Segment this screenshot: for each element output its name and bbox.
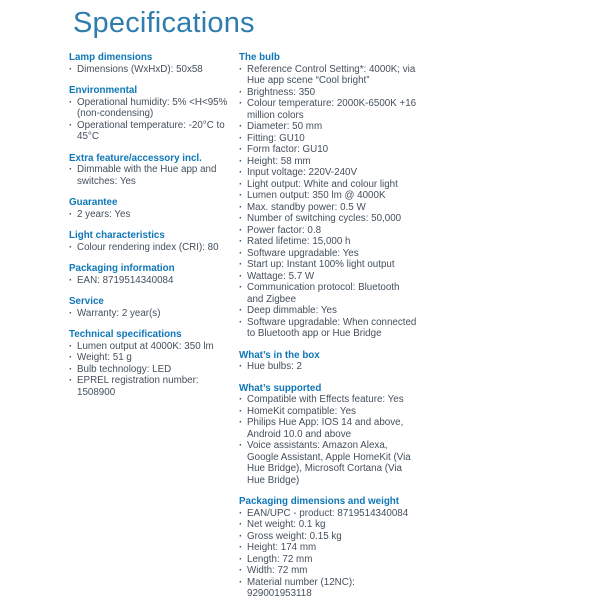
bullet-dot-icon xyxy=(239,305,247,317)
spec-item-text: Reference Control Setting*: 4000K; via Hue app scene “Cool bright” xyxy=(247,63,416,86)
spec-section-heading: Light characteristics xyxy=(69,230,165,241)
spec-item xyxy=(239,225,417,237)
spec-item-text: Rated lifetime: 15,000 h xyxy=(247,236,351,247)
spec-section xyxy=(69,329,239,398)
spec-item xyxy=(239,190,417,202)
spec-item-text: Power factor: 0.8 xyxy=(247,224,322,236)
spec-item xyxy=(69,308,239,320)
spec-item-text: Fitting: GU10 xyxy=(247,132,305,144)
spec-item-list xyxy=(69,64,239,76)
spec-item-text: Lumen output at 4000K: 350 lm xyxy=(77,340,214,352)
bullet-dot-icon xyxy=(239,577,247,600)
bullet-dot-icon xyxy=(239,144,247,156)
spec-section-heading: What’s supported xyxy=(239,382,322,394)
bullet-dot-icon xyxy=(69,275,77,287)
spec-item-text: EPREL registration number: 1508900 xyxy=(77,375,199,398)
bullet-dot-icon xyxy=(239,202,247,214)
bullet-dot-icon xyxy=(239,394,247,406)
bullet-dot-icon xyxy=(239,259,247,271)
spec-item-text: Light output: White and colour light xyxy=(247,178,398,190)
spec-item-text: Voice assistants: Amazon Alexa, Google Assistant, Apple HomeKit (Via Hue Bridge), Microsoft Cortana (Via Hue Bridge) xyxy=(247,440,411,486)
spec-section xyxy=(239,383,417,487)
bullet-dot-icon xyxy=(69,308,77,320)
spec-item-list xyxy=(69,275,239,287)
spec-item-text: EAN: 8719514340084 xyxy=(77,274,174,286)
spec-item xyxy=(239,179,417,191)
spec-section xyxy=(239,496,417,600)
bullet-dot-icon xyxy=(239,156,247,168)
spec-item xyxy=(239,317,417,340)
spec-item-text: Compatible with Effects feature: Yes xyxy=(247,394,404,405)
spec-item xyxy=(239,565,417,577)
bullet-dot-icon xyxy=(239,519,247,531)
spec-item-text: Max. standby power: 0.5 W xyxy=(247,201,366,213)
spec-item-text: 2 years: Yes xyxy=(77,208,131,220)
bullet-dot-icon xyxy=(239,133,247,145)
spec-item-text: Colour rendering index (CRI): 80 xyxy=(77,241,219,253)
spec-section-heading: Guarantee xyxy=(69,197,118,208)
spec-column-right xyxy=(239,52,417,600)
spec-column-left xyxy=(69,52,239,398)
spec-item-text: Height: 174 mm xyxy=(247,542,317,553)
spec-section-heading: Packaging information xyxy=(69,263,175,274)
spec-item xyxy=(239,64,417,87)
spec-section-heading: Environmental xyxy=(69,85,138,96)
bullet-dot-icon xyxy=(239,542,247,554)
bullet-dot-icon xyxy=(239,248,247,260)
spec-item-list xyxy=(69,164,239,187)
spec-item xyxy=(239,305,417,317)
spec-section-heading: The bulb xyxy=(239,52,280,63)
bullet-dot-icon xyxy=(239,554,247,566)
bullet-dot-icon xyxy=(239,565,247,577)
spec-item xyxy=(239,531,417,543)
spec-item xyxy=(239,361,417,373)
spec-item xyxy=(69,97,239,120)
spec-item-text: Length: 72 mm xyxy=(247,553,313,565)
bullet-dot-icon xyxy=(239,179,247,191)
spec-item xyxy=(239,417,417,440)
spec-section xyxy=(69,153,239,188)
page-title: Specifications xyxy=(73,7,255,39)
bullet-dot-icon xyxy=(69,120,77,143)
bullet-dot-icon xyxy=(239,317,247,340)
spec-item-list xyxy=(239,64,417,340)
bullet-dot-icon xyxy=(239,167,247,179)
bullet-dot-icon xyxy=(69,352,77,364)
spec-item xyxy=(239,144,417,156)
spec-section xyxy=(69,197,239,220)
bullet-dot-icon xyxy=(239,361,247,373)
spec-item xyxy=(239,406,417,418)
spec-item-text: Height: 58 mm xyxy=(247,155,311,167)
spec-columns xyxy=(69,52,417,600)
spec-item xyxy=(69,275,239,287)
bullet-dot-icon xyxy=(239,64,247,87)
spec-item-text: Form factor: GU10 xyxy=(247,144,329,155)
spec-item-text: Dimensions (WxHxD): 50x58 xyxy=(77,63,203,75)
spec-item-text: Bulb technology: LED xyxy=(77,363,172,375)
spec-item xyxy=(239,282,417,305)
spec-item-text: EAN/UPC - product: 8719514340084 xyxy=(247,507,409,519)
spec-item-text: Brightness: 350 xyxy=(247,86,316,98)
spec-item-list xyxy=(69,308,239,320)
bullet-dot-icon xyxy=(239,225,247,237)
spec-item-text: Wattage: 5.7 W xyxy=(247,270,315,282)
spec-item-text: Operational humidity: 5% <H<95% (non-condensing) xyxy=(77,96,228,119)
spec-section-heading: Technical specifications xyxy=(69,329,182,340)
spec-item xyxy=(239,167,417,179)
bullet-dot-icon xyxy=(69,364,77,376)
spec-item-list xyxy=(69,209,239,221)
spec-item xyxy=(239,259,417,271)
spec-section-heading: Lamp dimensions xyxy=(69,52,153,63)
spec-section xyxy=(69,230,239,253)
spec-item-list xyxy=(69,341,239,399)
spec-section xyxy=(69,263,239,286)
spec-item xyxy=(239,202,417,214)
spec-item xyxy=(239,248,417,260)
spec-item xyxy=(69,341,239,353)
bullet-dot-icon xyxy=(69,341,77,353)
bullet-dot-icon xyxy=(239,440,247,486)
spec-item-text: Operational temperature: -20°C to 45°C xyxy=(77,119,225,142)
spec-item xyxy=(239,394,417,406)
bullet-dot-icon xyxy=(239,87,247,99)
spec-item xyxy=(239,577,417,600)
spec-section xyxy=(239,52,417,340)
bullet-dot-icon xyxy=(239,121,247,133)
spec-item-text: Deep dimmable: Yes xyxy=(247,305,337,316)
spec-section xyxy=(69,296,239,319)
spec-item xyxy=(239,519,417,531)
bullet-dot-icon xyxy=(239,417,247,440)
spec-section-heading: Extra feature/accessory incl. xyxy=(69,152,202,164)
spec-section xyxy=(239,350,417,373)
spec-item xyxy=(239,508,417,520)
spec-item xyxy=(239,542,417,554)
spec-item-list xyxy=(69,97,239,143)
spec-item xyxy=(69,242,239,254)
spec-item-text: Philips Hue App: IOS 14 and above, Android 10.0 and above xyxy=(247,417,404,440)
bullet-dot-icon xyxy=(239,236,247,248)
spec-item xyxy=(69,352,239,364)
bullet-dot-icon xyxy=(239,271,247,283)
bullet-dot-icon xyxy=(69,242,77,254)
spec-item-text: Software upgradable: When connected to Bluetooth app or Hue Bridge xyxy=(247,316,417,339)
spec-item-text: Number of switching cycles: 50,000 xyxy=(247,213,402,224)
spec-item xyxy=(239,98,417,121)
spec-item-text: HomeKit compatible: Yes xyxy=(247,405,356,417)
spec-section-heading: Service xyxy=(69,296,104,307)
spec-item-text: Start up: Instant 100% light output xyxy=(247,259,395,270)
bullet-dot-icon xyxy=(69,164,77,187)
spec-item-text: Material number (12NC): 929001953118 xyxy=(247,576,355,599)
bullet-dot-icon xyxy=(69,375,77,398)
spec-item xyxy=(69,375,239,398)
spec-item xyxy=(239,271,417,283)
spec-item xyxy=(239,213,417,225)
bullet-dot-icon xyxy=(239,98,247,121)
spec-item xyxy=(239,236,417,248)
spec-item-text: Input voltage: 220V-240V xyxy=(247,167,358,178)
spec-item-list xyxy=(69,242,239,254)
spec-item xyxy=(239,554,417,566)
spec-item-text: Gross weight: 0.15 kg xyxy=(247,530,342,542)
spec-item xyxy=(239,87,417,99)
bullet-dot-icon xyxy=(239,406,247,418)
spec-section xyxy=(69,52,239,75)
spec-item xyxy=(239,133,417,145)
spec-item-text: Software upgradable: Yes xyxy=(247,247,359,259)
spec-item xyxy=(239,121,417,133)
spec-item-text: Lumen output: 350 lm @ 4000K xyxy=(247,190,386,201)
spec-item-text: Weight: 51 g xyxy=(77,352,132,363)
spec-item xyxy=(69,64,239,76)
bullet-dot-icon xyxy=(239,190,247,202)
spec-item-text: Dimmable with the Hue app and switches: Yes xyxy=(77,164,217,187)
spec-item xyxy=(239,440,417,486)
bullet-dot-icon xyxy=(69,209,77,221)
spec-item-text: Communication protocol: Bluetooth and Zigbee xyxy=(247,282,400,305)
spec-item-text: Diameter: 50 mm xyxy=(247,121,323,132)
bullet-dot-icon xyxy=(239,531,247,543)
spec-section-heading: What’s in the box xyxy=(239,349,320,361)
spec-item-text: Hue bulbs: 2 xyxy=(247,361,303,372)
spec-item-list xyxy=(239,394,417,486)
spec-section-heading: Packaging dimensions and weight xyxy=(239,496,400,507)
spec-item xyxy=(69,120,239,143)
spec-item-text: Colour temperature: 2000K-6500K +16 million colors xyxy=(247,98,417,121)
bullet-dot-icon xyxy=(69,97,77,120)
bullet-dot-icon xyxy=(69,64,77,76)
spec-item-text: Net weight: 0.1 kg xyxy=(247,519,326,530)
spec-item-text: Warranty: 2 year(s) xyxy=(77,307,161,319)
spec-item xyxy=(69,164,239,187)
spec-section xyxy=(69,85,239,143)
spec-item-list xyxy=(239,508,417,600)
spec-item xyxy=(239,156,417,168)
spec-item-list xyxy=(239,361,417,373)
spec-item-text: Width: 72 mm xyxy=(247,565,308,576)
bullet-dot-icon xyxy=(239,508,247,520)
bullet-dot-icon xyxy=(239,282,247,305)
spec-item xyxy=(69,364,239,376)
spec-item xyxy=(69,209,239,221)
bullet-dot-icon xyxy=(239,213,247,225)
